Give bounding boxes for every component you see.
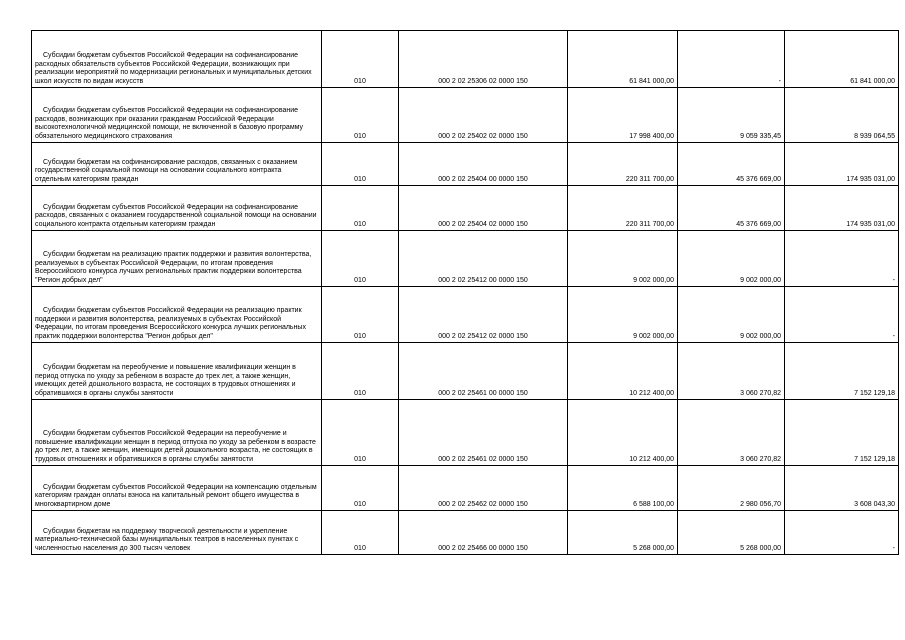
row-name: Субсидии бюджетам субъектов Российской Федерации на переобучение и повышение квалификации женщин в период отпуска по уходу за ребенком в возрасте до трех лет, а также женщин, имеющих детей дошкольного возраста, не состоящих в трудовых отношениях и обратившихся в органы службы занятости <box>32 400 322 466</box>
row-name: Субсидии бюджетам субъектов Российской Федерации на реализацию практик поддержки и развития волонтерства, реализуемых в субъектах Российской Федерации, по итогам проведения Всероссийского конкурса лучших региональных практик поддержки волонтерства "Регион добрых дел" <box>32 287 322 343</box>
row-executed: 45 376 669,00 <box>678 143 785 186</box>
row-remaining: - <box>785 511 899 555</box>
row-executed: 2 980 056,70 <box>678 466 785 511</box>
table-row <box>32 511 899 555</box>
row-kbk: 000 2 02 25404 00 0000 150 <box>399 143 568 186</box>
row-code: 010 <box>322 31 399 88</box>
row-kbk: 000 2 02 25306 02 0000 150 <box>399 31 568 88</box>
row-remaining: - <box>785 287 899 343</box>
row-plan: 5 268 000,00 <box>568 511 678 555</box>
row-plan: 10 212 400,00 <box>568 343 678 400</box>
row-plan: 17 998 400,00 <box>568 88 678 143</box>
row-plan: 9 002 000,00 <box>568 231 678 287</box>
row-executed: 3 060 270,82 <box>678 400 785 466</box>
row-remaining: 174 935 031,00 <box>785 186 899 231</box>
row-remaining: - <box>785 231 899 287</box>
row-kbk: 000 2 02 25412 00 0000 150 <box>399 231 568 287</box>
row-remaining: 174 935 031,00 <box>785 143 899 186</box>
row-name: Субсидии бюджетам на поддержку творческой деятельности и укрепление материально-технической базы муниципальных театров в населенных пунктах с численностью населения до 300 тысяч человек <box>32 511 322 555</box>
row-kbk: 000 2 02 25404 02 0000 150 <box>399 186 568 231</box>
table-row <box>32 31 899 88</box>
table-row <box>32 343 899 400</box>
row-executed: 9 059 335,45 <box>678 88 785 143</box>
row-kbk: 000 2 02 25461 02 0000 150 <box>399 400 568 466</box>
row-code: 010 <box>322 88 399 143</box>
row-code: 010 <box>322 343 399 400</box>
row-name: Субсидии бюджетам субъектов Российской Федерации на компенсацию отдельным категориям граждан оплаты взноса на капитальный ремонт общего имущества в многоквартирном доме <box>32 466 322 511</box>
row-kbk: 000 2 02 25466 00 0000 150 <box>399 511 568 555</box>
table-row <box>32 143 899 186</box>
row-name: Субсидии бюджетам на реализацию практик поддержки и развития волонтерства, реализуемых в субъектах Российской Федерации, по итогам проведения Всероссийского конкурса лучших региональных практик поддержки волонтерства "Регион добрых дел" <box>32 231 322 287</box>
row-code: 010 <box>322 400 399 466</box>
row-plan: 220 311 700,00 <box>568 186 678 231</box>
row-code: 010 <box>322 287 399 343</box>
row-executed: 5 268 000,00 <box>678 511 785 555</box>
row-code: 010 <box>322 143 399 186</box>
budget-table <box>31 30 899 555</box>
row-code: 010 <box>322 511 399 555</box>
table-row <box>32 88 899 143</box>
row-kbk: 000 2 02 25412 02 0000 150 <box>399 287 568 343</box>
table-row <box>32 186 899 231</box>
table-row <box>32 231 899 287</box>
row-executed: 9 002 000,00 <box>678 231 785 287</box>
table-row <box>32 466 899 511</box>
row-name: Субсидии бюджетам на софинансирование расходов, связанных с оказанием государственной социальной помощи на основании социального контракта отдельным категориям граждан <box>32 143 322 186</box>
row-plan: 6 588 100,00 <box>568 466 678 511</box>
row-executed: 3 060 270,82 <box>678 343 785 400</box>
table-row <box>32 287 899 343</box>
row-plan: 9 002 000,00 <box>568 287 678 343</box>
row-remaining: 8 939 064,55 <box>785 88 899 143</box>
row-name: Субсидии бюджетам субъектов Российской Федерации на софинансирование расходов, возникающих при оказании гражданам Российской Федерации высокотехнологичной медицинской помощи, не включенной в базовую программу обязательного медицинского страхования <box>32 88 322 143</box>
row-plan: 61 841 000,00 <box>568 31 678 88</box>
row-name: Субсидии бюджетам субъектов Российской Федерации на софинансирование расходов, связанных с оказанием государственной социальной помощи на основании социального контракта отдельным категориям граждан <box>32 186 322 231</box>
row-code: 010 <box>322 186 399 231</box>
row-executed: 45 376 669,00 <box>678 186 785 231</box>
row-executed: - <box>678 31 785 88</box>
row-code: 010 <box>322 466 399 511</box>
row-name: Субсидии бюджетам субъектов Российской Федерации на софинансирование расходных обязательств субъектов Российской Федерации, возникающих при реализации мероприятий по модернизации региональных и муниципальных детских школ искусств по видам искусств <box>32 31 322 88</box>
row-kbk: 000 2 02 25402 02 0000 150 <box>399 88 568 143</box>
table-row <box>32 400 899 466</box>
budget-report-sheet <box>31 30 895 555</box>
row-executed: 9 002 000,00 <box>678 287 785 343</box>
row-kbk: 000 2 02 25462 02 0000 150 <box>399 466 568 511</box>
row-code: 010 <box>322 231 399 287</box>
row-remaining: 61 841 000,00 <box>785 31 899 88</box>
row-plan: 10 212 400,00 <box>568 400 678 466</box>
row-kbk: 000 2 02 25461 00 0000 150 <box>399 343 568 400</box>
row-remaining: 7 152 129,18 <box>785 343 899 400</box>
row-name: Субсидии бюджетам на переобучение и повышение квалификации женщин в период отпуска по уходу за ребенком в возрасте до трех лет, а также женщин, имеющих детей дошкольного возраста, не состоящих в трудовых отношениях и обратившихся в органы службы занятости <box>32 343 322 400</box>
row-remaining: 7 152 129,18 <box>785 400 899 466</box>
row-remaining: 3 608 043,30 <box>785 466 899 511</box>
row-plan: 220 311 700,00 <box>568 143 678 186</box>
